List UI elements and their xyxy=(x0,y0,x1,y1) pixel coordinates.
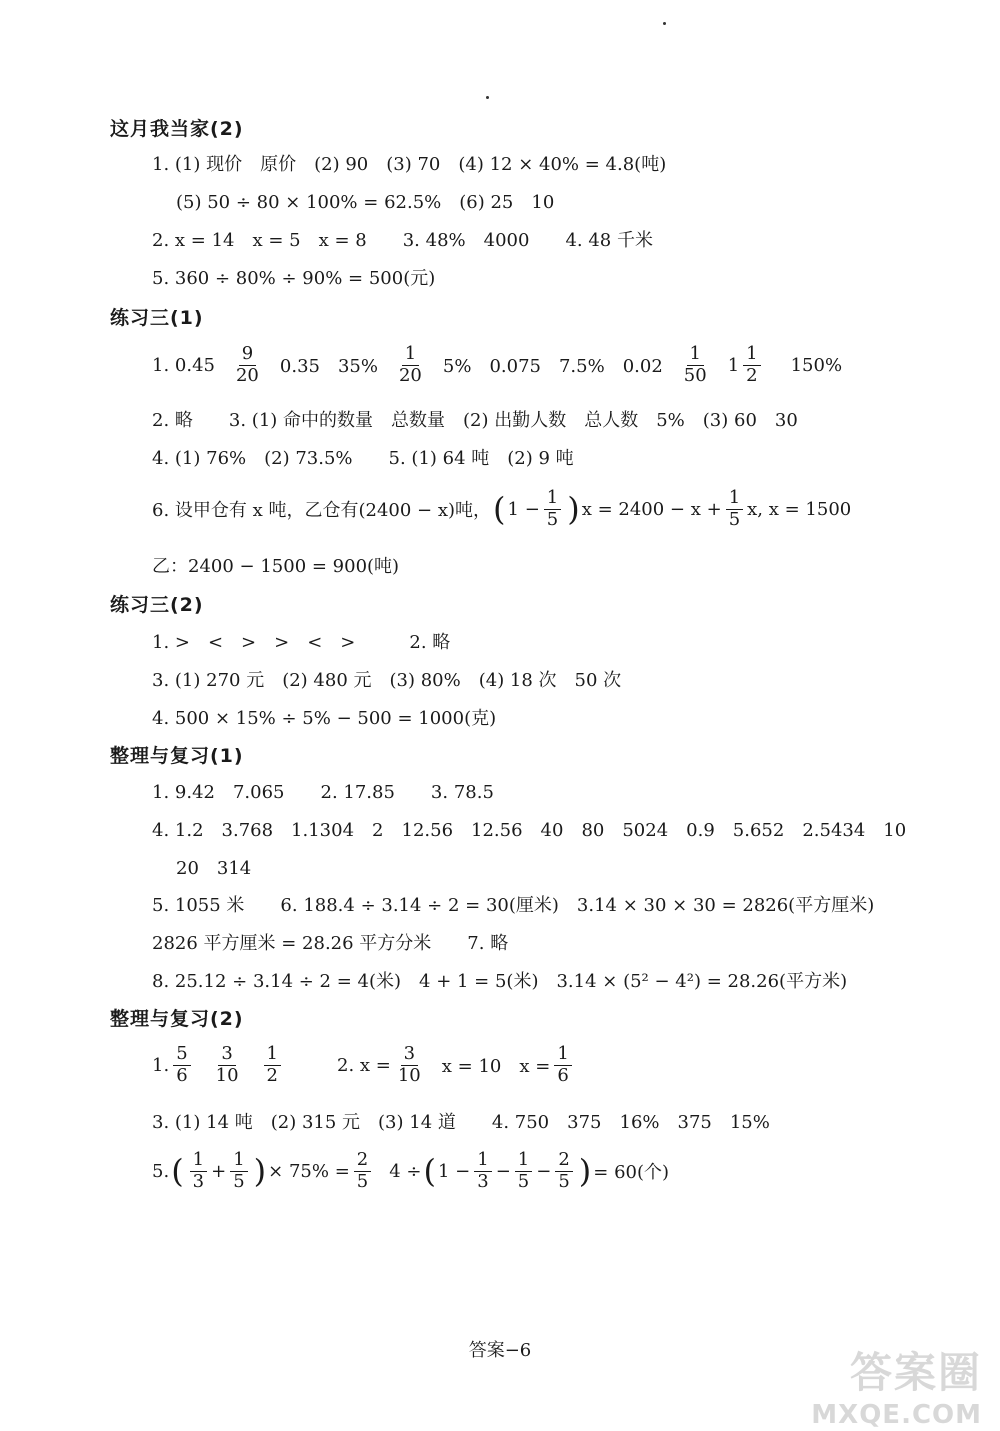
numerator: 1 xyxy=(544,489,561,510)
numerator: 2 xyxy=(555,1151,572,1172)
scan-dot xyxy=(486,96,489,99)
fraction xyxy=(743,342,760,386)
numerator: 1 xyxy=(230,1151,247,1172)
fraction xyxy=(681,342,710,386)
fraction xyxy=(230,1148,247,1192)
answer-line: 2. x = 14 x = 5 x = 8 3. 48% 4000 4. 48 千米 xyxy=(152,230,653,251)
denominator: 20 xyxy=(235,364,259,386)
denominator: 5 xyxy=(728,508,741,530)
answer-line: 4. (1) 76% (2) 73.5% 5. (1) 64 吨 (2) 9 吨 xyxy=(152,448,574,469)
text-segment: 1 − xyxy=(507,498,540,520)
fraction xyxy=(354,1148,371,1192)
numerator: 5 xyxy=(173,1045,190,1066)
numerator: 3 xyxy=(218,1045,235,1066)
fraction xyxy=(213,1042,242,1086)
fraction xyxy=(233,342,262,386)
denominator: 5 xyxy=(517,1170,530,1192)
watermark-url: MXQE.COM xyxy=(811,1400,982,1430)
text-segment: 1. 0.45 xyxy=(152,354,215,376)
text-segment: 4 ÷ xyxy=(389,1160,422,1182)
answer-line: 20 314 xyxy=(176,858,252,879)
answer-line-fractions xyxy=(152,484,851,534)
numerator: 2 xyxy=(354,1151,371,1172)
numerator: 1 xyxy=(515,1151,532,1172)
text-segment: 150% xyxy=(790,354,843,376)
section-title: 这月我当家(2) xyxy=(110,118,244,140)
denominator: 2 xyxy=(266,1064,278,1086)
numerator: 1 xyxy=(726,489,743,510)
denominator: 5 xyxy=(356,1170,369,1192)
answer-line-fractions xyxy=(152,1040,576,1090)
text-segment: 6. 设甲仓有 x 吨，乙仓有(2400 − x)吨， xyxy=(152,500,492,521)
fraction xyxy=(173,1042,190,1086)
answer-line: 1. (1) 现价 原价 (2) 90 (3) 70 (4) 12 × 40% = 4.8(吨) xyxy=(152,154,667,175)
scan-dot xyxy=(663,22,666,25)
fraction xyxy=(396,342,425,386)
denominator: 2 xyxy=(746,364,758,386)
denominator: 10 xyxy=(397,1064,421,1086)
answer-line: 乙：2400 − 1500 = 900(吨) xyxy=(152,556,400,577)
numerator: 3 xyxy=(401,1045,418,1066)
fraction xyxy=(544,486,561,530)
answer-line: (5) 50 ÷ 80 × 100% = 62.5% (6) 25 10 xyxy=(176,192,555,213)
denominator: 5 xyxy=(558,1170,570,1192)
fraction xyxy=(555,1148,572,1192)
left-paren: ( xyxy=(171,1152,184,1190)
left-paren: ( xyxy=(423,1152,436,1190)
numerator: 1 xyxy=(743,345,760,366)
watermark-logo xyxy=(811,1340,982,1430)
text-segment: 1. xyxy=(152,1054,170,1076)
text-segment: = 60(个) xyxy=(593,1162,670,1183)
text-segment: 0.35 35% xyxy=(279,356,378,377)
answer-line: 5. 1055 米 6. 188.4 ÷ 3.14 ÷ 2 = 30(厘米) 3.14 × 30 × 30 = 2826(平方厘米) xyxy=(152,895,875,916)
denominator: 20 xyxy=(398,364,422,386)
numerator: 1 xyxy=(687,345,704,366)
operator: − xyxy=(536,1160,552,1182)
answer-line: 4. 500 × 15% ÷ 5% − 500 = 1000(克) xyxy=(152,708,497,729)
text-segment: 5. xyxy=(152,1160,170,1182)
watermark-text: 答案圈 xyxy=(849,1348,982,1397)
answer-line: 8. 25.12 ÷ 3.14 ÷ 2 = 4(米) 4 + 1 = 5(米) 3.14 × (5² − 4²) = 28.26(平方米) xyxy=(152,971,848,992)
operator: − xyxy=(495,1160,511,1182)
answer-line: 4. 1.2 3.768 1.1304 2 12.56 12.56 40 80 5024 0.9 5.652 2.5434 10 xyxy=(152,820,907,841)
answer-line: 1. 9.42 7.065 2. 17.85 3. 78.5 xyxy=(152,782,494,803)
denominator: 5 xyxy=(546,508,559,530)
numerator: 1 xyxy=(474,1151,491,1172)
answer-line-fractions xyxy=(152,340,842,390)
denominator: 5 xyxy=(233,1170,245,1192)
left-paren: ( xyxy=(493,490,506,528)
right-paren: ) xyxy=(578,1152,592,1190)
fraction xyxy=(515,1148,532,1192)
numerator: 9 xyxy=(239,345,256,366)
answer-line: 2. 略 3. (1) 命中的数量 总数量 (2) 出勤人数 总人数 5% (3) 60 30 xyxy=(152,410,798,431)
denominator: 10 xyxy=(215,1064,239,1086)
text-segment: × 75% = xyxy=(268,1160,350,1182)
text-segment: x, x = 1500 xyxy=(747,498,852,520)
right-paren: ) xyxy=(253,1152,267,1190)
denominator: 6 xyxy=(557,1064,569,1086)
denominator: 50 xyxy=(683,364,707,386)
fraction xyxy=(264,1042,281,1086)
fraction xyxy=(395,1042,424,1086)
denominator: 3 xyxy=(477,1170,489,1192)
fraction xyxy=(190,1148,207,1192)
section-title: 整理与复习(1) xyxy=(110,745,244,767)
answer-line: 2826 平方厘米 = 28.26 平方分米 7. 略 xyxy=(152,933,509,954)
page-number: 答案−6 xyxy=(468,1340,532,1361)
answer-line: 3. (1) 14 吨 (2) 315 元 (3) 14 道 4. 750 375 16% 375 15% xyxy=(152,1112,770,1133)
answer-line: 1. > < > > < > 2. 略 xyxy=(152,632,451,653)
fraction xyxy=(554,1042,571,1086)
fraction xyxy=(474,1148,491,1192)
text-segment: x = 2400 − x + xyxy=(581,498,722,520)
text-segment: 2. x = xyxy=(337,1054,391,1076)
section-title: 练习三(1) xyxy=(110,307,204,329)
numerator: 1 xyxy=(190,1151,207,1172)
denominator: 6 xyxy=(176,1064,188,1086)
numerator: 1 xyxy=(402,345,419,366)
numerator: 1 xyxy=(554,1045,571,1066)
text-segment: 5% 0.075 7.5% 0.02 xyxy=(442,356,663,377)
operator: + xyxy=(211,1160,227,1182)
whole-number: 1 xyxy=(727,354,740,376)
section-title: 练习三(2) xyxy=(110,594,204,616)
denominator: 3 xyxy=(192,1170,205,1192)
answer-line: 3. (1) 270 元 (2) 480 元 (3) 80% (4) 18 次 50 次 xyxy=(152,670,622,691)
text-segment: 1 − xyxy=(437,1160,471,1182)
answer-line-fractions xyxy=(152,1146,669,1196)
answer-line: 5. 360 ÷ 80% ÷ 90% = 500(元) xyxy=(152,268,436,289)
section-title: 整理与复习(2) xyxy=(110,1008,244,1030)
fraction xyxy=(726,486,743,530)
text-segment: x = 10 x = xyxy=(441,1056,551,1077)
numerator: 1 xyxy=(264,1045,281,1066)
right-paren: ) xyxy=(567,490,580,528)
